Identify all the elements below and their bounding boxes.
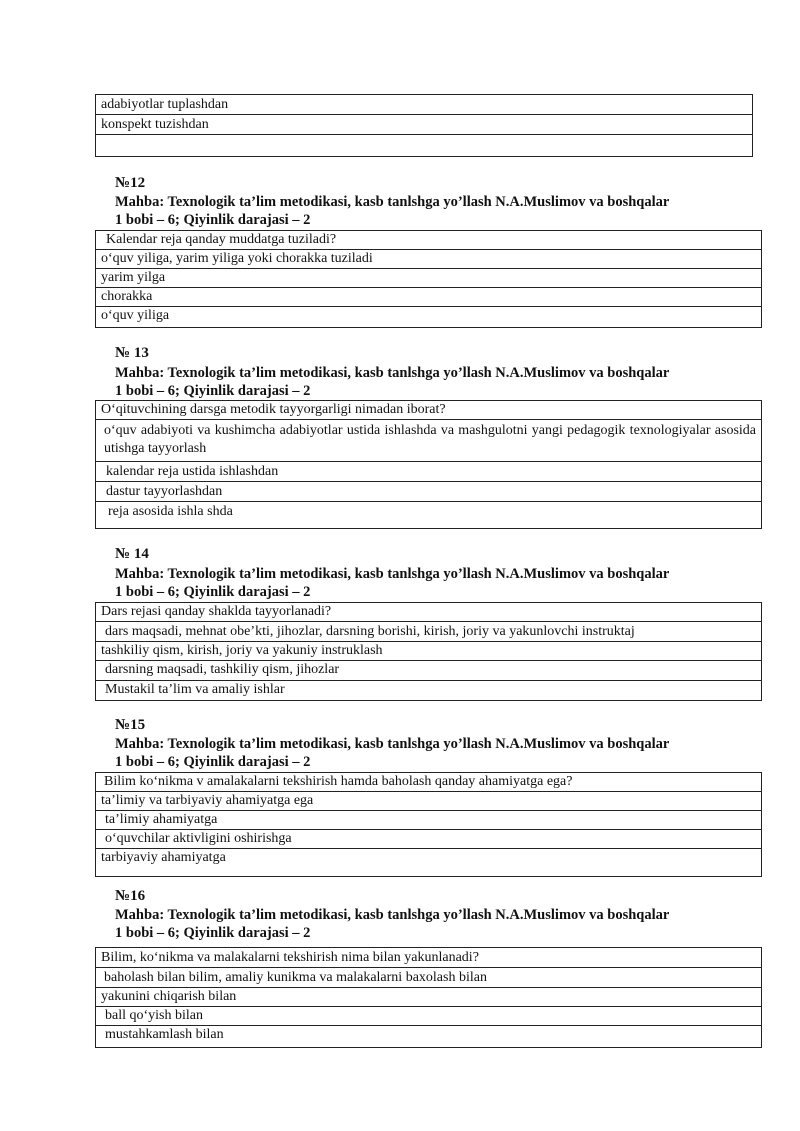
question-meta: 1 bobi – 6; Qiyinlik darajasi – 2	[115, 925, 311, 941]
answer-row: adabiyotlar tuplashdan	[96, 95, 752, 115]
question-text: O‘qituvchining darsga metodik tayyorgarligi nimadan iborat?	[96, 401, 761, 420]
answer-row: tarbiyaviy ahamiyatga	[101, 850, 226, 865]
answer-row: o‘quvchilar aktivligini oshirishga	[96, 830, 761, 849]
question-meta: 1 bobi – 6; Qiyinlik darajasi – 2	[115, 212, 311, 228]
question-number: № 14	[115, 546, 149, 562]
answer-row: yarim yilga	[96, 269, 761, 288]
answer-row: kalendar reja ustida ishlashdan	[96, 462, 761, 482]
answer-row: baholash bilan bilim, amaliy kunikma va malakalarni baxolash bilan	[96, 968, 761, 988]
answer-row: o‘quv adabiyoti va kushimcha adabiyotlar ustida ishlashda va mashgulotni yangi pedagogik texnologiyalar asosida utishga tayyorlash	[96, 420, 761, 462]
answer-row	[96, 135, 752, 156]
question-source: Mahba: Texnologik ta’lim metodikasi, kasb tanlshga yo’llash N.A.Muslimov va boshqalar	[115, 365, 670, 381]
question-number: № 13	[115, 345, 149, 361]
answer-row: ta’limiy va tarbiyaviy ahamiyatga ega	[96, 792, 761, 811]
question-number: №15	[115, 717, 146, 733]
question-source: Mahba: Texnologik ta’lim metodikasi, kasb tanlshga yo’llash N.A.Muslimov va boshqalar	[115, 566, 670, 582]
question-meta: 1 bobi – 6; Qiyinlik darajasi – 2	[115, 584, 311, 600]
answer-row: tashkiliy qism, kirish, joriy va yakuniy instruklash	[96, 642, 761, 661]
answer-row: mustahkamlash bilan	[105, 1027, 224, 1042]
question-source: Mahba: Texnologik ta’lim metodikasi, kasb tanlshga yo’llash N.A.Muslimov va boshqalar	[115, 736, 670, 752]
question-text: Dars rejasi qanday shaklda tayyorlanadi?	[96, 603, 761, 622]
answer-row: o‘quv yiliga, yarim yiliga yoki chorakka tuziladi	[96, 250, 761, 269]
answer-row: darsning maqsadi, tashkiliy qism, jihozlar	[96, 661, 761, 681]
answer-row: ta’limiy ahamiyatga	[96, 811, 761, 830]
question-text: Bilim, ko‘nikma va malakalarni tekshirish nima bilan yakunlanadi?	[96, 948, 761, 968]
answer-row: dastur tayyorlashdan	[96, 482, 761, 502]
answer-row: ball qo‘yish bilan	[96, 1007, 761, 1026]
question-number: №12	[115, 175, 146, 191]
answer-row: chorakka	[96, 288, 761, 307]
question-text: Kalendar reja qanday muddatga tuziladi?	[96, 231, 761, 250]
question-source: Mahba: Texnologik ta’lim metodikasi, kasb tanlshga yo’llash N.A.Muslimov va boshqalar	[115, 194, 670, 210]
answer-row: yakunini chiqarish bilan	[96, 988, 761, 1007]
question-meta: 1 bobi – 6; Qiyinlik darajasi – 2	[115, 754, 311, 770]
question-text: Bilim ko‘nikma v amalakalarni tekshirish hamda baholash qanday ahamiyatga ega?	[96, 773, 761, 792]
top-answer-table	[95, 94, 753, 157]
answer-row: Mustakil ta’lim va amaliy ishlar	[105, 682, 285, 697]
answer-row: konspekt tuzishdan	[96, 115, 752, 135]
answer-row: o‘quv yiliga	[101, 308, 170, 323]
question-table	[95, 400, 762, 529]
question-table	[95, 230, 762, 328]
question-meta: 1 bobi – 6; Qiyinlik darajasi – 2	[115, 383, 311, 399]
answer-row: reja asosida ishla shda	[108, 504, 233, 519]
question-table	[95, 772, 762, 877]
question-table	[95, 602, 762, 701]
answer-row: dars maqsadi, mehnat obe’kti, jihozlar, darsning borishi, kirish, joriy va yakunlovchi instruktaj	[96, 622, 761, 642]
question-number: №16	[115, 888, 146, 904]
question-table	[95, 947, 762, 1048]
question-source: Mahba: Texnologik ta’lim metodikasi, kasb tanlshga yo’llash N.A.Muslimov va boshqalar	[115, 907, 670, 923]
